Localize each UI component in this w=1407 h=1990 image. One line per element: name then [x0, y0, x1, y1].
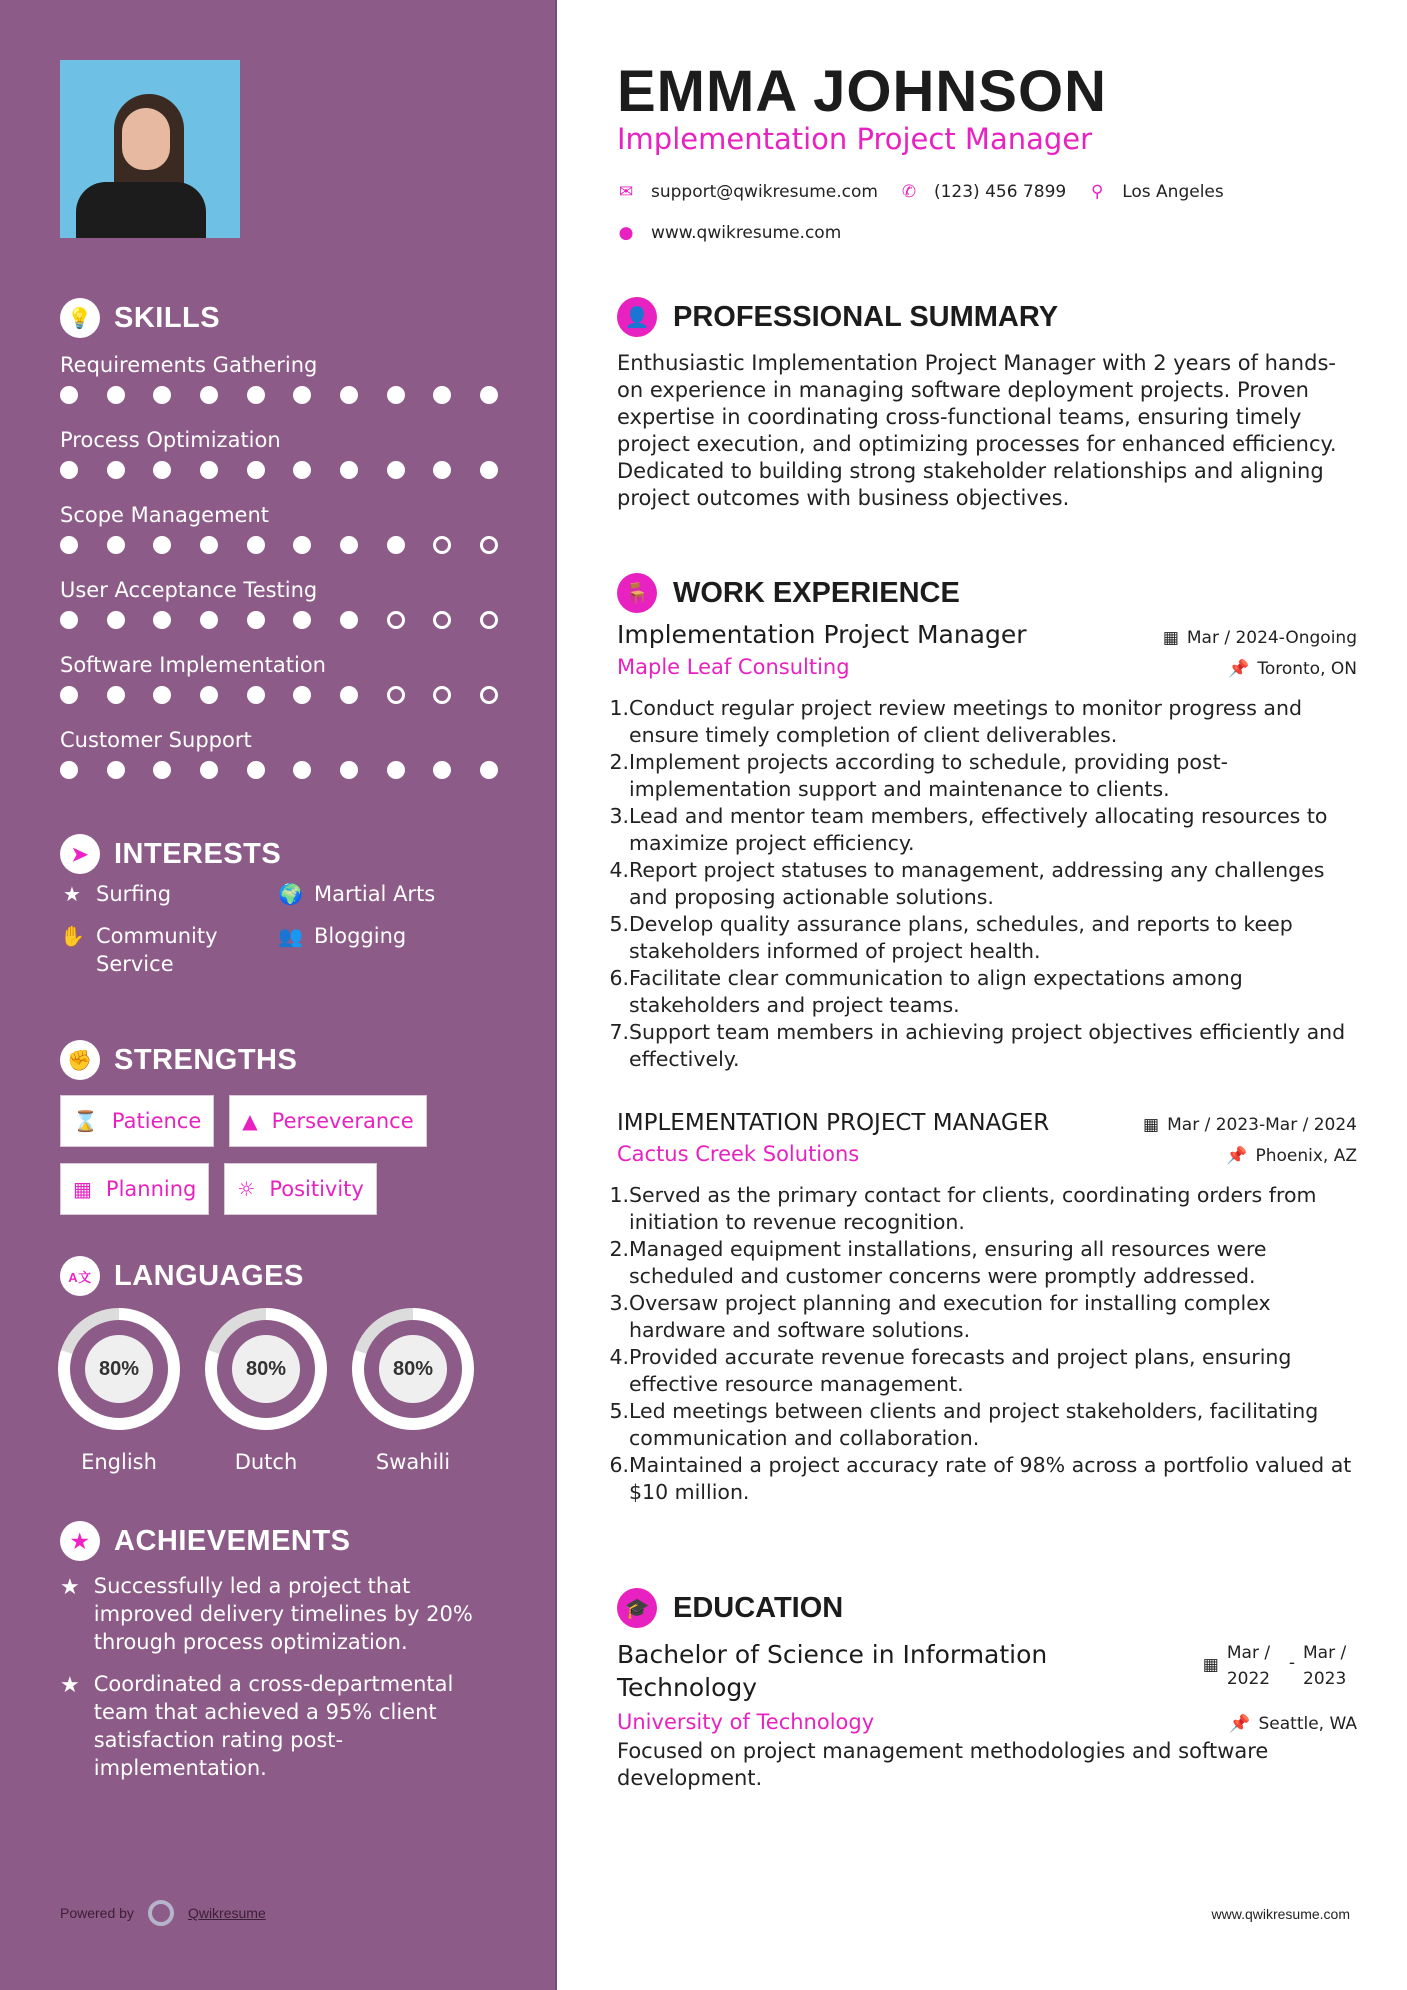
language-percent: 80%	[379, 1335, 447, 1403]
skill-name: User Acceptance Testing	[60, 578, 318, 602]
strength-tag	[229, 1095, 426, 1147]
language-name: Swahili	[375, 1450, 451, 1474]
edu-location: 📌 Seattle, WA	[1229, 1714, 1357, 1734]
job-bullets	[609, 695, 1357, 1073]
job-bullet	[609, 1344, 1357, 1398]
skill-item	[60, 425, 500, 500]
strength-label: Planning	[105, 1177, 197, 1201]
edu-start: Mar / 2022	[1226, 1643, 1271, 1689]
company-name: Cactus Creek Solutions	[617, 1142, 860, 1166]
rating-dot-filled	[107, 686, 125, 704]
strength-label: Patience	[111, 1109, 202, 1133]
job-bullet	[609, 1236, 1357, 1290]
strength-tag	[60, 1095, 214, 1147]
calendar-icon: ▦	[1162, 628, 1179, 648]
bullet-text: Served as the primary contact for clients, coordinating orders from initiation to revenue recognition.	[629, 1183, 1317, 1234]
skill-name: Customer Support	[60, 728, 252, 752]
edu-degree: Bachelor of Science in Information Technology	[617, 1640, 1048, 1702]
strength-label: Perseverance	[271, 1109, 414, 1133]
rating-dot-filled	[60, 386, 78, 404]
pushpin-icon: 📌	[1228, 659, 1250, 679]
rating-dot-filled	[107, 386, 125, 404]
rating-dot-filled	[340, 611, 358, 629]
hand-icon: ✋	[60, 924, 85, 948]
bullet-number: 7.	[609, 1020, 629, 1044]
bullet-number: 6.	[609, 1453, 629, 1477]
skill-name: Requirements Gathering	[60, 353, 318, 377]
bullet-number: 2.	[609, 750, 629, 774]
interests-heading: ➤ INTERESTS	[60, 834, 281, 874]
sun-icon: ☼	[237, 1177, 256, 1201]
job-date-text: Mar / 2023-Mar / 2024	[1167, 1115, 1357, 1135]
rating-dot-empty	[433, 611, 451, 629]
contact-info	[617, 178, 1232, 260]
pushpin-icon: 📌	[1229, 1714, 1251, 1734]
rating-dot-filled	[60, 686, 78, 704]
bullet-text: Lead and mentor team members, effectively allocating resources to maximize project efficiency.	[629, 804, 1328, 855]
achievement-item	[60, 1670, 500, 1782]
qwikresume-link[interactable]: Qwikresume	[187, 1905, 266, 1921]
rating-dot-empty	[480, 611, 498, 629]
summary-text: Enthusiastic Implementation Project Manager with 2 years of hands-on experience in managing software deployment projects. Proven expertise in coordinating cross-functional teams, ensuring timely project execution, and optimizing processes for enhanced efficiency. Dedicated to building strong stakeholder relationships and aligning project outcomes with business objectives.	[617, 351, 1337, 510]
rating-dot-filled	[60, 761, 78, 779]
rating-dot-empty	[433, 686, 451, 704]
interest-item	[278, 880, 498, 908]
bullet-number: 3.	[609, 1291, 629, 1315]
rating-dot-filled	[60, 611, 78, 629]
interest-label: Community Service	[96, 924, 218, 976]
rating-dot-filled	[153, 461, 171, 479]
edu-end: Mar / 2023	[1303, 1643, 1347, 1689]
summary-heading: 👤 PROFESSIONAL SUMMARY	[617, 297, 1058, 337]
main-content	[557, 0, 1407, 1990]
strength-label: Positivity	[269, 1177, 364, 1201]
rating-dot-filled	[153, 536, 171, 554]
skill-name: Process Optimization	[60, 428, 281, 452]
skill-item	[60, 725, 500, 800]
rating-dot-filled	[200, 461, 218, 479]
photo-face	[122, 108, 170, 170]
job-role: IMPLEMENTATION PROJECT MANAGER	[617, 1110, 1050, 1136]
users-icon: 👥	[278, 924, 303, 948]
rating-dot-filled	[107, 461, 125, 479]
rating-dot-filled	[60, 461, 78, 479]
rating-dot-empty	[387, 611, 405, 629]
rating-dot-filled	[293, 536, 311, 554]
job-bullet	[609, 749, 1357, 803]
job-dates	[1143, 1115, 1357, 1135]
language-percent: 80%	[85, 1335, 153, 1403]
language-item	[352, 1308, 474, 1474]
job-date-text: Mar / 2024-Ongoing	[1186, 628, 1357, 648]
edu-description: Focused on project management methodologies and software development.	[617, 1739, 1269, 1790]
job-bullet	[609, 1398, 1357, 1452]
language-icon: A文	[60, 1256, 100, 1296]
job-location	[1228, 659, 1357, 679]
bullet-text: Conduct regular project review meetings to monitor progress and ensure timely completion of client deliverables.	[629, 696, 1302, 747]
map-pin-icon: ⚲	[1090, 182, 1104, 202]
rating-dot-empty	[433, 536, 451, 554]
job-bullet	[609, 803, 1357, 857]
rating-dot-filled	[340, 461, 358, 479]
rating-dot-filled	[200, 611, 218, 629]
calendar-icon: ▦	[1143, 1115, 1160, 1135]
lightbulb-icon: 💡	[60, 298, 100, 338]
rating-dot-filled	[293, 686, 311, 704]
candidate-title: Implementation Project Manager	[617, 122, 1093, 156]
bullet-text: Facilitate clear communication to align expectations among stakeholders and project teams.	[629, 966, 1243, 1017]
interest-item	[60, 922, 278, 978]
job-bullets	[609, 1182, 1357, 1506]
calendar-icon: ▦	[1202, 1655, 1219, 1675]
footer-website[interactable]: www.qwikresume.com	[1211, 1906, 1350, 1922]
rating-dot-filled	[107, 611, 125, 629]
job-header	[617, 620, 1357, 649]
rating-dot-filled	[293, 611, 311, 629]
interests-list	[60, 880, 500, 978]
skill-name: Software Implementation	[60, 653, 326, 677]
skill-item	[60, 650, 500, 725]
job-bullet	[609, 1019, 1357, 1073]
language-percent: 80%	[232, 1335, 300, 1403]
rating-dot-filled	[153, 611, 171, 629]
interest-label: Surfing	[96, 882, 172, 906]
rating-dot-empty	[480, 686, 498, 704]
rating-dot-filled	[107, 536, 125, 554]
candidate-name: EMMA JOHNSON	[617, 59, 1107, 124]
bullet-text: Implement projects according to schedule, providing post-implementation support and maintenance to clients.	[629, 750, 1229, 801]
rating-dot-filled	[340, 536, 358, 554]
interest-item	[278, 922, 498, 978]
language-name: Dutch	[234, 1450, 298, 1474]
job-bullet	[609, 1290, 1357, 1344]
rating-dot-filled	[247, 761, 265, 779]
interest-item	[60, 880, 278, 908]
edu-dates	[1203, 1640, 1357, 1692]
job-role: Implementation Project Manager	[617, 620, 1027, 649]
bullet-text: Provided accurate revenue forecasts and project plans, ensuring effective resource management.	[629, 1345, 1292, 1396]
bullet-text: Develop quality assurance plans, schedules, and reports to keep stakeholders informed of project health.	[629, 912, 1293, 963]
language-item	[205, 1308, 327, 1474]
rating-dot-filled	[153, 761, 171, 779]
rating-dot-filled	[153, 386, 171, 404]
globe-icon: ●	[618, 223, 634, 243]
star-badge-icon: ★	[60, 1521, 100, 1561]
shooting-star-icon: ★	[60, 1575, 80, 1600]
skill-item	[60, 575, 500, 650]
skills-heading: 💡 SKILLS	[60, 298, 220, 338]
pushpin-icon: 📌	[1226, 1146, 1248, 1166]
languages-heading: A文 LANGUAGES	[60, 1256, 304, 1296]
bullet-text: Managed equipment installations, ensuring all resources were scheduled and customer concerns were promptly addressed.	[629, 1237, 1267, 1288]
language-progress-ring	[58, 1308, 180, 1430]
bullet-number: 4.	[609, 1345, 629, 1369]
envelope-icon: ✉	[618, 182, 634, 202]
bullet-number: 1.	[609, 696, 629, 720]
bullet-text: Report project statuses to management, addressing any challenges and proposing actionable solutions.	[629, 858, 1325, 909]
rating-dot-filled	[247, 686, 265, 704]
user-icon: 👤	[617, 297, 657, 337]
bullet-number: 5.	[609, 912, 629, 936]
job-bullet	[609, 695, 1357, 749]
rating-dot-filled	[60, 536, 78, 554]
language-progress-ring	[352, 1308, 474, 1430]
job-bullet	[609, 1452, 1357, 1506]
education-heading: 🎓 EDUCATION	[617, 1588, 843, 1628]
job-location	[1226, 1146, 1357, 1166]
language-item	[58, 1308, 180, 1474]
job-entry	[609, 620, 1357, 1073]
rating-dot-filled	[247, 461, 265, 479]
contact-location: ⚲ Los Angeles	[1088, 182, 1224, 202]
strength-tag	[60, 1163, 209, 1215]
rating-dot-empty	[387, 686, 405, 704]
skill-rating	[60, 461, 498, 479]
job-location-text: Phoenix, AZ	[1255, 1146, 1357, 1166]
rating-dot-filled	[433, 386, 451, 404]
rating-dot-filled	[387, 761, 405, 779]
job-subheader	[617, 1142, 1357, 1166]
date-separator: -	[1288, 1653, 1295, 1673]
bullet-number: 1.	[609, 1183, 629, 1207]
bullet-text: Maintained a project accuracy rate of 98% across a portfolio valued at $10 million.	[629, 1453, 1352, 1504]
rating-dot-filled	[107, 761, 125, 779]
languages-list	[58, 1308, 474, 1474]
skill-rating	[60, 611, 498, 629]
achievement-text: Successfully led a project that improved delivery timelines by 20% through process optimization.	[93, 1574, 473, 1654]
paper-plane-icon: ➤	[60, 834, 100, 874]
road-icon: ▲	[242, 1109, 258, 1133]
job-bullet	[609, 911, 1357, 965]
phone-icon: ✆	[901, 182, 917, 202]
rating-dot-filled	[387, 536, 405, 554]
contact-email[interactable]: ✉ support@qwikresume.com	[618, 182, 878, 202]
experience-heading: 🪑 WORK EXPERIENCE	[617, 573, 960, 613]
rating-dot-filled	[200, 386, 218, 404]
strength-tag	[224, 1163, 376, 1215]
skill-rating	[60, 761, 498, 779]
rating-dot-empty	[480, 536, 498, 554]
skill-rating	[60, 536, 498, 554]
powered-by: Powered by Qwikresume	[60, 1900, 266, 1926]
calendar-icon: ▦	[73, 1177, 92, 1201]
fist-icon: ✊	[60, 1040, 100, 1080]
rating-dot-filled	[480, 386, 498, 404]
achievement-text: Coordinated a cross-departmental team that achieved a 95% client satisfaction rating post-implementation.	[93, 1672, 454, 1780]
globe-icon: 🌍	[278, 882, 303, 906]
interest-label: Martial Arts	[314, 882, 436, 906]
sidebar	[0, 0, 557, 1990]
shooting-star-icon: ★	[60, 1673, 80, 1698]
bullet-number: 6.	[609, 966, 629, 990]
rating-dot-filled	[293, 461, 311, 479]
bullet-number: 5.	[609, 1399, 629, 1423]
bullet-number: 3.	[609, 804, 629, 828]
profile-photo	[60, 60, 240, 238]
education-entry	[617, 1638, 1357, 1792]
rating-dot-filled	[293, 761, 311, 779]
skill-name: Scope Management	[60, 503, 269, 527]
bullet-text: Support team members in achieving project objectives efficiently and effectively.	[629, 1020, 1346, 1071]
rating-dot-filled	[247, 386, 265, 404]
job-bullet	[609, 1182, 1357, 1236]
chair-icon: 🪑	[617, 573, 657, 613]
rating-dot-filled	[480, 461, 498, 479]
rating-dot-filled	[200, 761, 218, 779]
edu-school: University of Technology	[617, 1710, 875, 1734]
strengths-list	[60, 1095, 500, 1215]
job-bullet	[609, 965, 1357, 1019]
interest-label: Blogging	[314, 924, 407, 948]
rating-dot-filled	[433, 761, 451, 779]
hourglass-icon: ⌛	[73, 1109, 98, 1133]
bullet-number: 2.	[609, 1237, 629, 1261]
skill-item	[60, 350, 500, 425]
rating-dot-filled	[153, 686, 171, 704]
rating-dot-filled	[247, 611, 265, 629]
contact-phone[interactable]: ✆ (123) 456 7899	[901, 182, 1067, 202]
rating-dot-filled	[433, 461, 451, 479]
rating-dot-filled	[387, 461, 405, 479]
skill-rating	[60, 386, 498, 404]
rating-dot-filled	[387, 386, 405, 404]
achievements-list	[60, 1572, 500, 1796]
company-name: Maple Leaf Consulting	[617, 655, 850, 679]
job-subheader	[617, 655, 1357, 679]
job-dates	[1163, 628, 1357, 648]
skills-list	[60, 350, 500, 800]
language-progress-ring	[205, 1308, 327, 1430]
bullet-number: 4.	[609, 858, 629, 882]
rating-dot-filled	[200, 686, 218, 704]
rating-dot-filled	[340, 386, 358, 404]
achievement-item	[60, 1572, 500, 1656]
job-header	[617, 1110, 1357, 1136]
achievements-heading: ★ ACHIEVEMENTS	[60, 1521, 350, 1561]
rating-dot-filled	[247, 536, 265, 554]
skill-item	[60, 500, 500, 575]
job-entry	[609, 1110, 1357, 1506]
contact-website[interactable]: ● www.qwikresume.com	[618, 223, 842, 243]
rating-dot-filled	[200, 536, 218, 554]
rating-dot-filled	[340, 686, 358, 704]
star-icon: ★	[63, 882, 81, 906]
rating-dot-filled	[293, 386, 311, 404]
graduate-icon: 🎓	[617, 1588, 657, 1628]
skill-rating	[60, 686, 498, 704]
bullet-text: Led meetings between clients and project stakeholders, facilitating communication and collaboration.	[629, 1399, 1319, 1450]
language-name: English	[81, 1450, 157, 1474]
strengths-heading: ✊ STRENGTHS	[60, 1040, 297, 1080]
rating-dot-filled	[340, 761, 358, 779]
bullet-text: Oversaw project planning and execution for installing complex hardware and software solutions.	[629, 1291, 1271, 1342]
qwikresume-logo-icon	[148, 1900, 174, 1926]
job-location-text: Toronto, ON	[1257, 659, 1357, 679]
job-bullet	[609, 857, 1357, 911]
photo-body	[76, 182, 206, 238]
rating-dot-filled	[480, 761, 498, 779]
